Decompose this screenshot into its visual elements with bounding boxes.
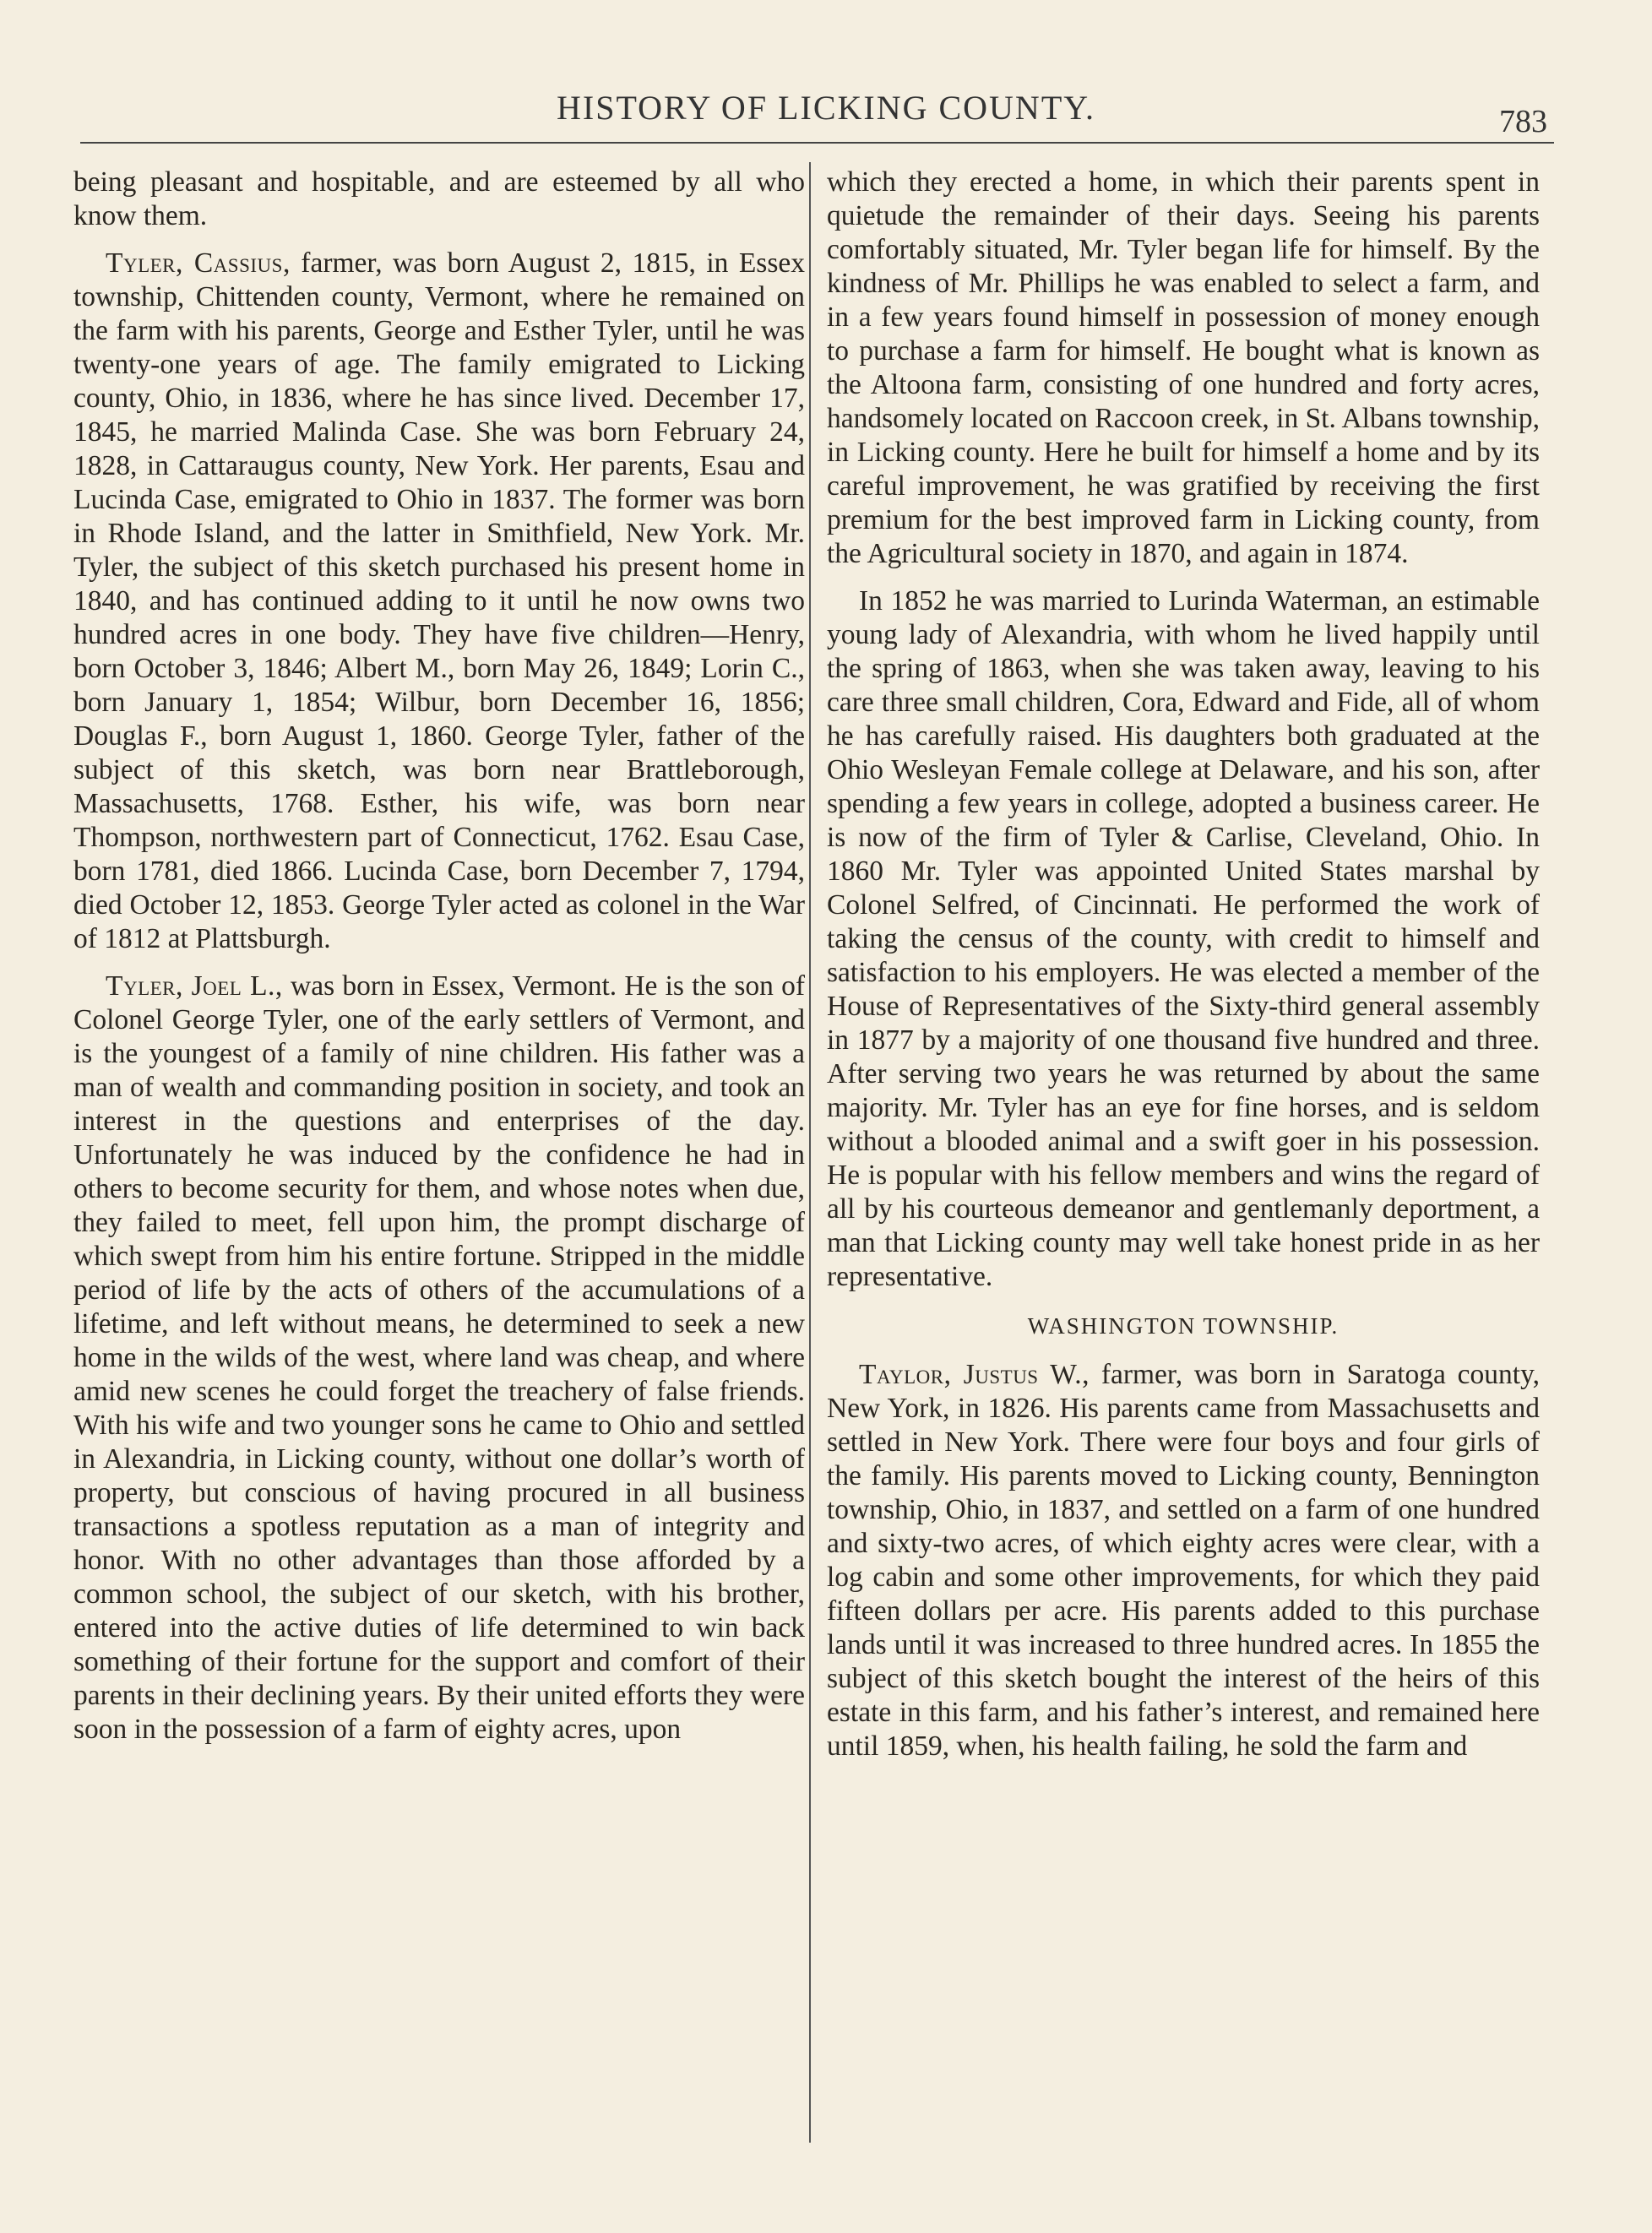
right-column bbox=[827, 166, 1540, 2167]
biography-taylor-justus bbox=[827, 1358, 1540, 1763]
column-divider bbox=[809, 162, 811, 2143]
biography-tyler-cassius bbox=[73, 247, 805, 956]
biography-name: Tyler, Joel L., bbox=[106, 970, 283, 1002]
biography-text: farmer, was born August 2, 1815, in Essex township, Chittenden county, Vermont, where he remained on the farm with his parents, George and Esther Tyler, until he was twenty-one years of age. The family emigrated to Licking county, Ohio, in 1836, where he has since lived. December 17, 1845, he married Malinda Case. She was born February 24, 1828, in Cattaraugus county, New York. Her parents, Esau and Lucinda Case, emigrated to Ohio in 1837. The former was born in Rhode Island, and the latter in Smithfield, New York. Mr. Tyler, the subject of this sketch purchased his present home in 1840, and has continued adding to it until he now owns two hundred acres in one body. They have five children—Henry, born October 3, 1846; Albert M., born May 26, 1849; Lorin C., born January 1, 1854; Wilbur, born December 16, 1856; Douglas F., born August 1, 1860. George Tyler, father of the subject of this sketch, was born near Brattleborough, Massachusetts, 1768. Esther, his wife, was born near Thompson, northwestern part of Connecticut, 1762. Esau Case, born 1781, died 1866. Lucinda Case, born December 7, 1794, died October 12, 1853. George Tyler acted as colonel in the War of 1812 at Plattsburgh. bbox=[73, 247, 805, 954]
paragraph: In 1852 he was married to Lurinda Waterman, an estimable young lady of Alexandria, with whom he lived happily until the spring of 1863, when she was taken away, leaving to his care three small children, Cora, Edward and Fide, all of whom he has carefully raised. His daughters both graduated at the Ohio Wesleyan Female college at Delaware, and his son, after spending a few years in college, adopted a business career. He is now of the firm of Tyler & Carlise, Cleveland, Ohio. In 1860 Mr. Tyler was appointed United States marshal by Colonel Selfred, of Cincinnati. He performed the work of taking the census of the county, with credit to himself and satisfaction to his employers. He was elected a member of the House of Representatives of the Sixty-third general assembly in 1877 by a majority of one thousand five hundred and three. After serving two years he was returned by about the same majority. Mr. Tyler has an eye for fine horses, and is seldom without a blooded animal and a swift goer in his possession. He is popular with his fellow members and wins the regard of all by his courteous demeanor and gentlemanly deportment, a man that Licking county may well take honest pride in as her representative. bbox=[827, 585, 1540, 1292]
biography-name: Tyler, Cassius, bbox=[106, 247, 291, 279]
biography-text: was born in Essex, Vermont. He is the son of Colonel George Tyler, one of the early settlers of Vermont, and is the youngest of a family of nine children. His father was a man of wealth and commanding position in society, and took an interest in the questions and enterprises of the day. Unfortunately he was induced by the confidence he had in others to become security for them, and whose notes when due, they failed to meet, fell upon him, the prompt discharge of which swept from him his entire fortune. Stripped in the middle period of life by the acts of others of the accumulations of a lifetime, and left without means, he determined to seek a new home in the wilds of the west, where land was cheap, and where amid new scenes he could forget the treachery of false friends. With his wife and two younger sons he came to Ohio and settled in Alexandria, in Licking county, without one dollar’s worth of property, but conscious of having procured in all business transactions a spotless reputation as a man of integrity and honor. With no other advantages than those afforded by a common school, the subject of our sketch, with his brother, entered into the active duties of life determined to win back something of their fortune for the support and comfort of their parents in their declining years. By their united efforts they were soon in the possession of a farm of eighty acres, upon bbox=[73, 970, 805, 1745]
left-column bbox=[73, 166, 805, 2167]
biography-name: Taylor, Justus W., bbox=[859, 1359, 1090, 1390]
biography-tyler-joel bbox=[73, 970, 805, 1747]
section-heading: WASHINGTON TOWNSHIP. bbox=[1027, 1313, 1340, 1339]
header-rule bbox=[80, 142, 1554, 144]
paragraph-continuation: which they erected a home, in which their parents spent in quietude the remainder of their days. Seeing his parents comfortably situated, Mr. Tyler began life for himself. By the kindness of Mr. Phillips he was enabled to select a farm, and in a few years found himself in possession of money enough to purchase a farm for himself. He bought what is known as the Altoona farm, consisting of one hundred and forty acres, handsomely located on Raccoon creek, in St. Albans township, in Licking county. Here he built for himself a home and by its careful improvement, he was gratified by receiving the first premium for the best improved farm in Licking county, from the Agricultural society in 1870, and again in 1874. bbox=[827, 166, 1540, 569]
biography-text: farmer, was born in Saratoga county, New York, in 1826. His parents came from Massachusetts and settled in New York. There were four boys and four girls of the family. His parents moved to Licking county, Bennington township, Ohio, in 1837, and settled on a farm of one hundred and sixty-two acres, of which eighty acres were clear, with a log cabin and some other improvements, for which they paid fifteen dollars per acre. His parents added to this purchase lands until it was increased to three hundred acres. In 1855 the subject of this sketch bought the interest of the heirs of this estate in this farm, and his father’s interest, and remained here until 1859, when, his health failing, he sold the farm and bbox=[827, 1359, 1540, 1762]
page-number: 783 bbox=[1499, 104, 1547, 139]
running-title: HISTORY OF LICKING COUNTY. bbox=[557, 89, 1095, 127]
paragraph-continuation: being pleasant and hospitable, and are esteemed by all who know them. bbox=[73, 166, 805, 231]
running-head bbox=[0, 88, 1652, 139]
